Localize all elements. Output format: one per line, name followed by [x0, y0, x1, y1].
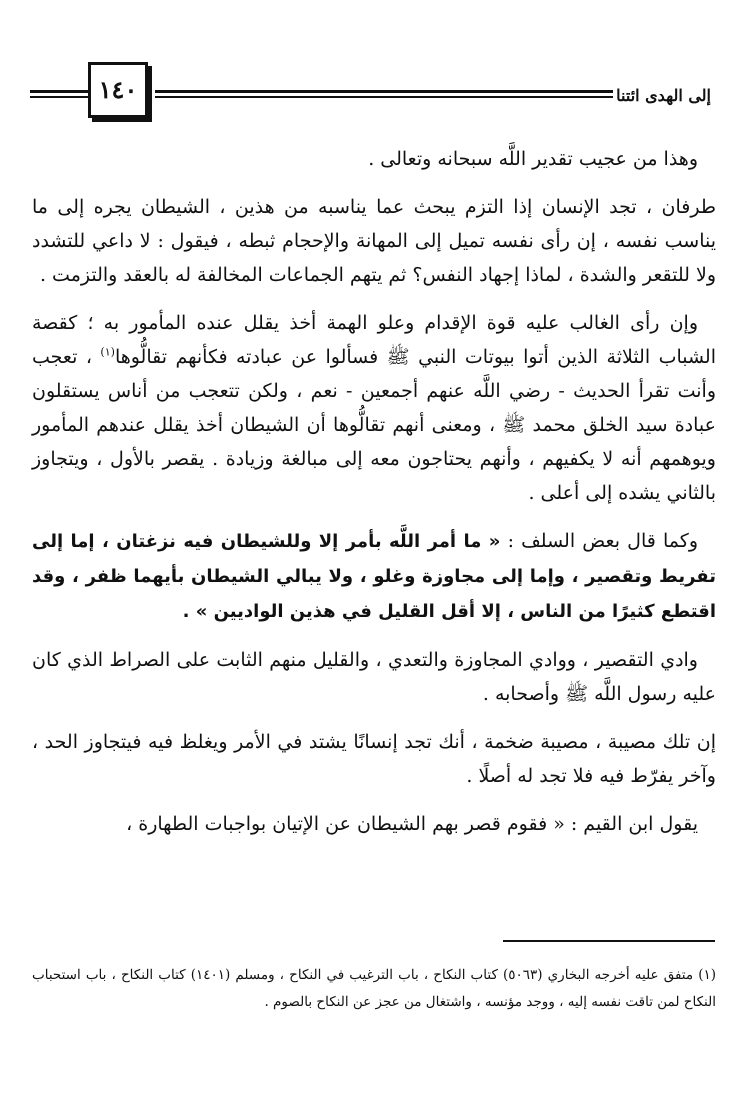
paragraph-4 [32, 524, 716, 629]
paragraph-1: وهذا من عجيب تقدير اللَّه سبحانه وتعالى . [368, 148, 698, 170]
paragraph-7: يقول ابن القيم : « فقوم قصر بهم الشيطان عن الإتيان بواجبات الطهارة ، [126, 813, 698, 835]
paragraph-3-part-a: وإن رأى الغالب عليه قوة الإقدام وعلو الهمة أخذ يقلل عنده المأمور به ؛ كقصة الشباب الثلاثة الذين أتوا بيوتات النبي ﷺ فسألوا عن عبادته فكأنهم تقالُّوها [32, 312, 716, 368]
header-rule-right [155, 90, 613, 98]
paragraph-2: طرفان ، تجد الإنسان إذا التزم يبحث عما يناسبه من هذين ، الشيطان يجره إلى ما يناسب نفسه ، إن رأى نفسه تميل إلى المهانة والإحجام ثبطه ، فيقول : لا داعي للتشدد ولا للتقعر والشدة ، لماذا إجهاد النفس؟ ثم يتهم الجماعات المخالفة له بالعقد والتزمت . [32, 196, 716, 286]
running-header [30, 62, 711, 122]
page-number: ١٤٠ [88, 62, 148, 118]
paragraph-6: إن تلك مصيبة ، مصيبة ضخمة ، أنك تجد إنسانًا يشتد في الأمر ويغلظ فيه فيتجاوز الحد ، وآخر يفرّط فيه فلا تجد له أصلًا . [32, 731, 716, 787]
header-rule-left [30, 90, 88, 98]
body-text [32, 142, 716, 855]
footnote-1: (١) متفق عليه أخرجه البخاري (٥٠٦٣) كتاب النكاح ، باب الترغيب في النكاح ، ومسلم (١٤٠١) كتاب النكاح ، باب استحباب النكاح لمن تاقت نفسه إليه ، ووجد مؤنسه ، واشتغال من عجز عن النكاح بالصوم . [32, 967, 717, 1010]
quote-intro: وكما قال بعض السلف : [500, 530, 698, 552]
footnotes [32, 962, 716, 1016]
footnote-reference: (١) [100, 345, 115, 359]
paragraph-5: وادي التقصير ، ووادي المجاوزة والتعدي ، والقليل منهم الثابت على الصراط الذي كان عليه رسول اللَّه ﷺ وأصحابه . [32, 649, 716, 705]
salaf-quote: « ما أمر اللَّه بأمر إلا وللشيطان فيه نزغتان ، إما إلى تفريط وتقصير ، وإما إلى مجاوزة وغلو ، ولا يبالي الشيطان بأيهما ظفر ، وقد اقتطع كثيرًا من الناس ، إلا أقل القليل في هذين الواديين » . [32, 531, 716, 622]
paragraph-3 [32, 306, 716, 510]
paragraph-3-part-b: ، تعجب وأنت تقرأ الحديث - رضي اللَّه عنهم أجمعين - نعم ، ولكن تتعجب من أناس يستقلون عبادة سيد الخلق محمد ﷺ ، ومعنى أنهم تقالُّوها أن الشيطان أخذ يقلل عندهم المأمور ويوهمهم أنه لا يكفيهم ، وأنهم يحتاجون معه إلى مبالغة وزيادة . يقصر بالأول ، ويتجاوز بالثاني يشده إلى أعلى . [32, 346, 716, 504]
book-title: إلى الهدى ائتنا [616, 86, 711, 105]
footnote-separator [503, 940, 715, 942]
